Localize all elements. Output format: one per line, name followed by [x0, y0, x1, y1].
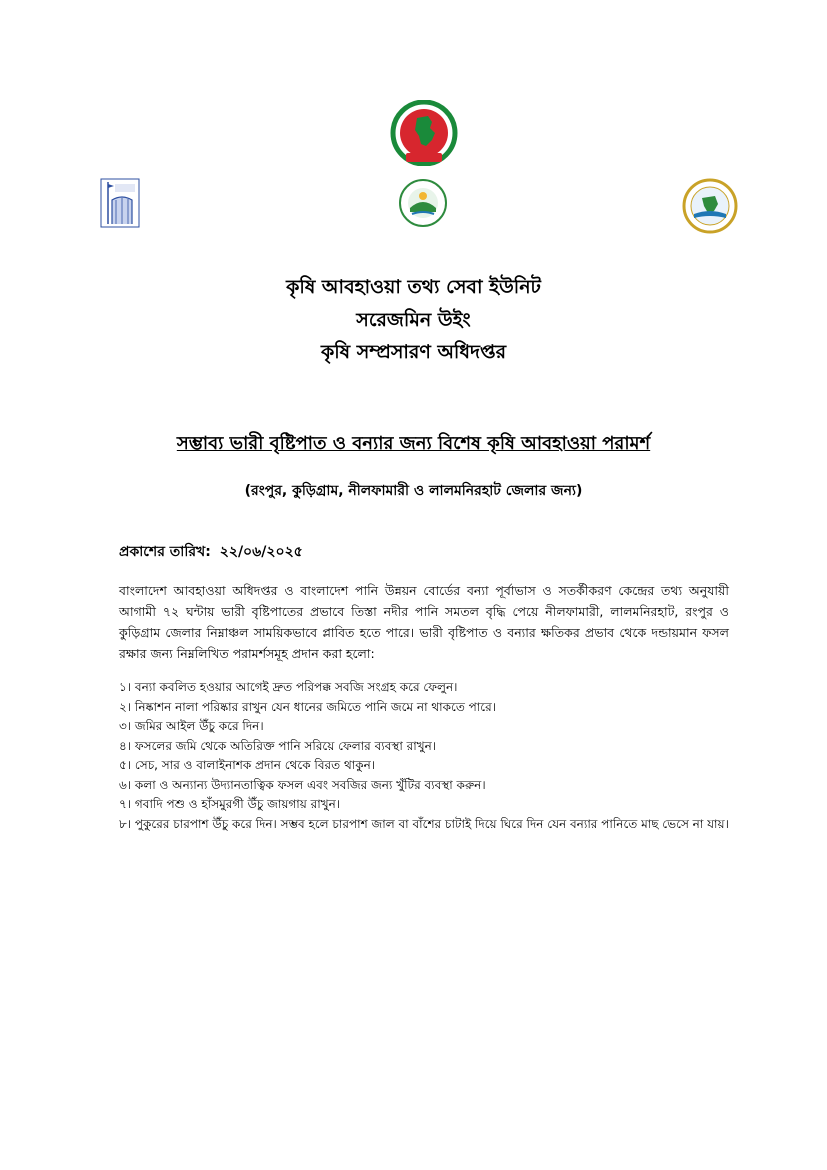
bmd-logo: [100, 178, 140, 228]
government-seal-logo: [388, 100, 460, 166]
bwdb-logo: [682, 178, 738, 234]
advice-item: ৫। সেচ, সার ও বালাইনাশক প্রদান থেকে বিরত থাকুন।: [119, 758, 376, 772]
advice-item: ৪। ফসলের জমি থেকে অতিরিক্ত পানি সরিয়ে ফেলার ব্যবস্থা রাখুন।: [119, 738, 437, 753]
publish-date-value: ২২/০৬/২০২৫: [219, 544, 303, 560]
advice-item: ৮। পুকুরের চারপাশ উঁচু করে দিন। সম্ভব হলে চারপাশ জাল বা বাঁশের চাটাই দিয়ে ঘিরে দিন যেন বন্যার পানিতে মাছ ভেসে না যায়।: [119, 816, 729, 831]
header-wing-name: সরেজমিন উইং: [356, 309, 471, 331]
publish-date: [119, 542, 303, 562]
advice-item: ২। নিষ্কাশন নালা পরিষ্কার রাখুন যেন ধানের জমিতে পানি জমে না থাকতে পারে।: [119, 699, 496, 714]
advice-item: ৩। জমির আইল উঁচু করে দিন।: [119, 719, 264, 733]
advice-list: [119, 678, 731, 834]
advice-item: ১। বন্যা কবলিত হওয়ার আগেই দ্রুত পরিপক্ক সবজি সংগ্রহ করে ফেলুন।: [119, 680, 458, 694]
advice-item: ৬। কলা ও অন্যান্য উদ্যানতাত্বিক ফসল এবং সবজির জন্য খুঁটির ব্যবস্থা করুন।: [119, 777, 486, 792]
document-title: সম্ভাব্য ভারী বৃষ্টিপাত ও বন্যার জন্য বিশেষ কৃষি আবহাওয়া পরামর্শ: [176, 433, 651, 454]
advice-item: ৭। গবাদি পশু ও হাঁসমুরগী উঁচু জায়গায় রাখুন।: [119, 797, 341, 811]
header-department-name: কৃষি সম্প্রসারণ অধিদপ্তর: [320, 341, 507, 363]
header-unit-name: কৃষি আবহাওয়া তথ্য সেবা ইউনিট: [286, 276, 541, 298]
publish-date-label: প্রকাশের তারিখ:: [119, 544, 211, 560]
document-subtitle: (রংপুর, কুড়িগ্রাম, নীলফামারী ও লালমনিরহাট জেলার জন্য): [244, 483, 583, 499]
intro-paragraph: বাংলাদেশ আবহাওয়া অধিদপ্তর ও বাংলাদেশ পানি উন্নয়ন বোর্ডের বন্যা পূর্বাভাস ও সতর্কীকরণ কেন্দ্রের তথ্য অনুযায়ী আগামী ৭২ ঘন্টায় ভারী বৃষ্টিপাতের প্রভাবে তিস্তা নদীর পানি সমতল বৃদ্ধি পেয়ে নীলফামারী, লালমনিরহাট, রংপুর ও কুড়িগ্রাম জেলার নিম্নাঞ্চল সাময়িকভাবে প্লাবিত হতে পারে। ভারী বৃষ্টিপাত ও বন্যার ক্ষতিকর প্রভাব থেকে দন্ডায়মান ফসল রক্ষার জন্য নিম্নলিখিত পরামর্শসমূহ প্রদান করা হলো:: [119, 583, 729, 661]
dae-logo: [398, 178, 448, 228]
